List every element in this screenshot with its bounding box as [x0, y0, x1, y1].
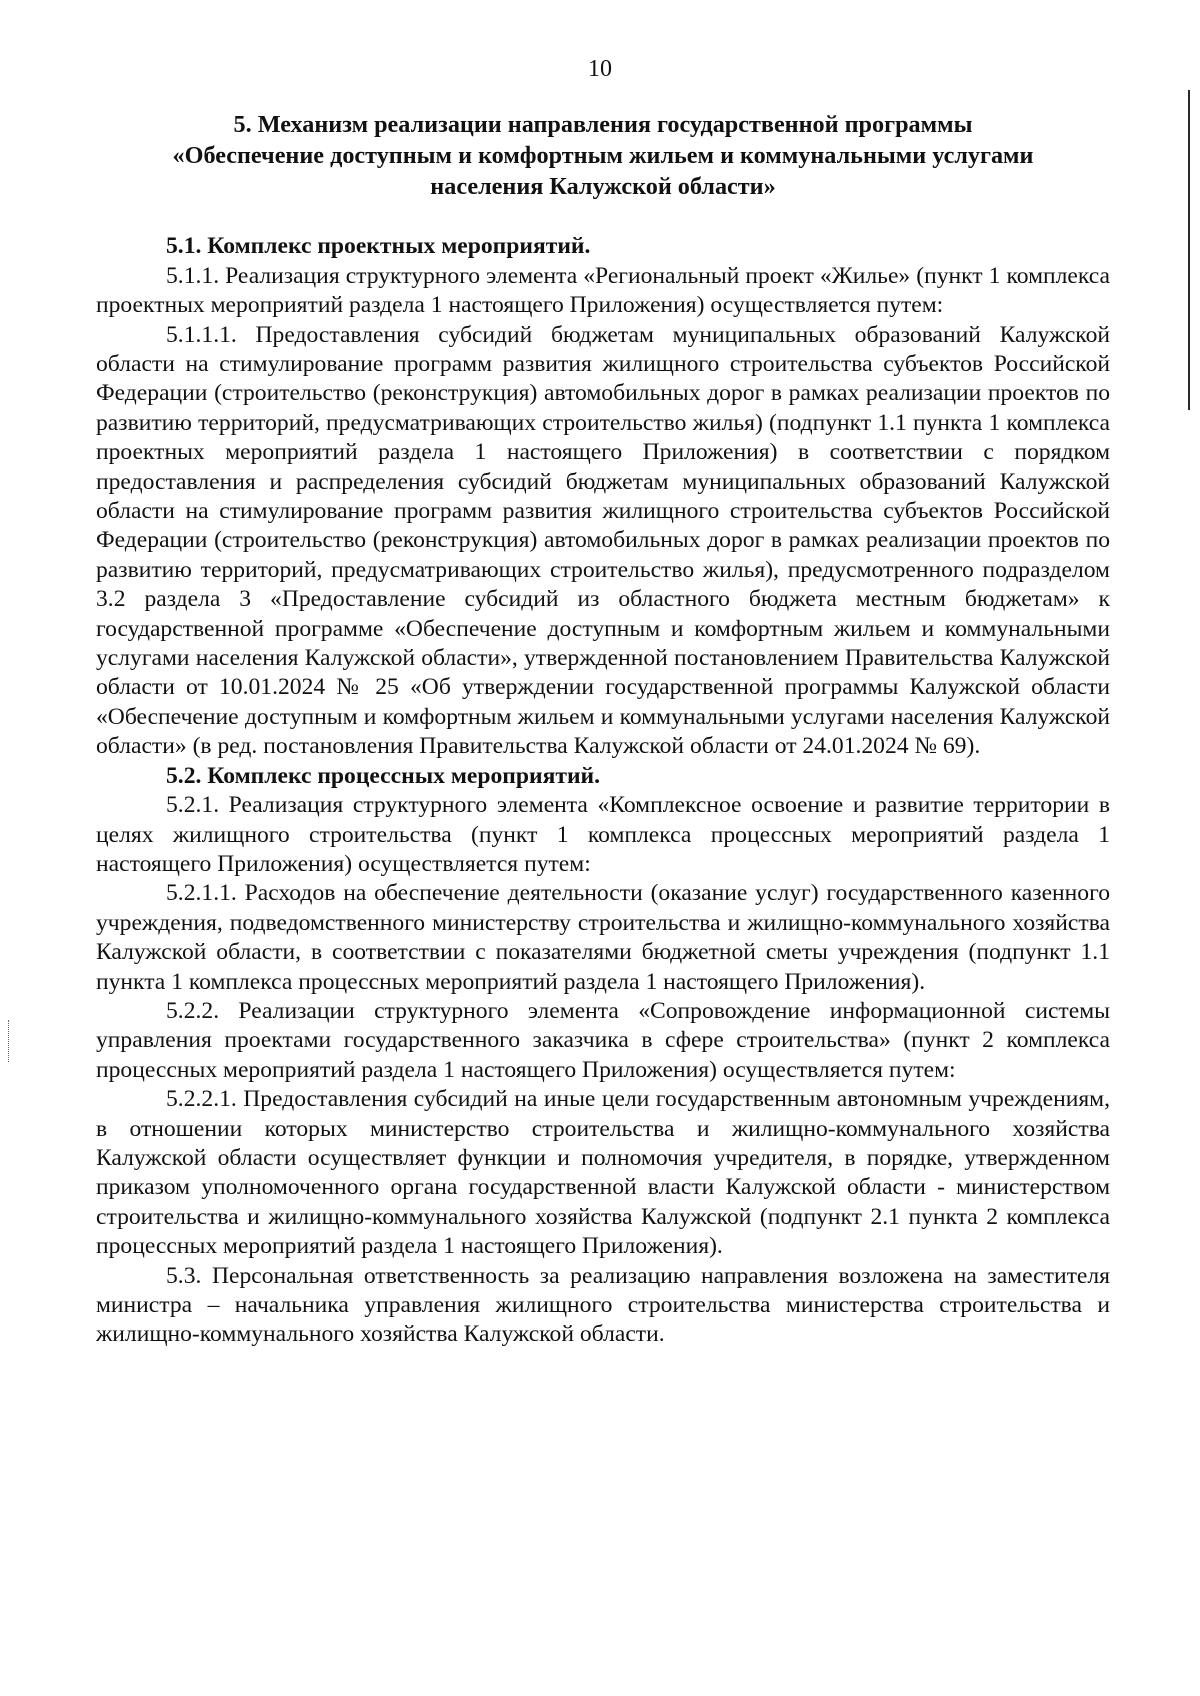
- scan-margin-dots: [8, 1020, 10, 1062]
- subsection-heading-5-2: 5.2. Комплекс процессных мероприятий.: [166, 762, 601, 789]
- section-title-line: населения Калужской области»: [430, 172, 776, 200]
- scan-margin-line: [1188, 90, 1190, 410]
- paragraph-5-1-1: 5.1.1. Реализация структурного элемента «Региональный проект «Жилье» (пункт 1 комплекса проектных мероприятий раздела 1 настоящего Приложения) осуществляется путем:: [96, 262, 1110, 319]
- paragraph-5-2-1: 5.2.1. Реализация структурного элемента «Комплексное освоение и развитие территории в целях жилищного строительства (пункт 1 комплекса процессных мероприятий раздела 1 настоящего Приложения) осуществляется путем:: [96, 792, 1110, 877]
- document-content: [96, 110, 1110, 1350]
- section-title-line: «Обеспечение доступным и комфортным жильем и коммунальными услугами: [172, 141, 1034, 169]
- paragraph-5-2-2: 5.2.2. Реализации структурного элемента «Сопровождение информационной системы управления проектами государственного заказчика в сфере строительства» (пункт 2 комплекса процессных мероприятий раздела 1 настоящего Приложения) осуществляется путем:: [96, 997, 1110, 1083]
- paragraph-5-1-1-1: 5.1.1.1. Предоставления субсидий бюджетам муниципальных образований Калужской области на стимулирование программ развития жилищного строительства субъектов Российской Федерации (строительство (реконструкция) автомобильных дорог в рамках реализации проектов по развитию территорий, предусматривающих строительство жилья) (подпункт 1.1 пункта 1 комплекса проектных мероприятий раздела 1 настоящего Приложения) в соответствии с порядком предоставления и распределения субсидий бюджетам муниципальных образований Калужской области на стимулирование программ развития жилищного строительства субъектов Российской Федерации (строительство (реконструкция) автомобильных дорог в рамках реализации проектов по развитию территорий, предусматривающих строительство жилья), предусмотренного подразделом 3.2 раздела 3 «Предоставление субсидий из областного бюджета местным бюджетам» к государственной программе «Обеспечение доступным и комфортным жильем и коммунальными услугами населения Калужской области», утвержденной постановлением Правительства Калужской области от 10.01.2024 № 25 «Об утверждении государственной программы Калужской области «Обеспечение доступным и комфортным жильем и коммунальными услугами населения Калужской области» (в ред. постановления Правительства Калужской области от 24.01.2024 № 69).: [96, 321, 1110, 760]
- section-title: [96, 110, 1110, 202]
- page-number: 10: [588, 56, 612, 82]
- paragraph-5-2-2-1: 5.2.2.1. Предоставления субсидий на иные цели государственным автономным учреждениям, в отношении которых министерство строительства и жилищно-коммунального хозяйства Калужской области осуществляет функции и полномочия учредителя, в порядке, утвержденном приказом уполномоченного органа государственной власти Калужской области - министерством строительства и жилищно-коммунального хозяйства Калужской (подпункт 2.1 пункта 2 комплекса процессных мероприятий раздела 1 настоящего Приложения).: [96, 1086, 1110, 1260]
- subsection-heading-5-1: 5.1. Комплекс проектных мероприятий.: [166, 233, 591, 260]
- paragraph-5-2-1-1: 5.2.1.1. Расходов на обеспечение деятельности (оказание услуг) государственного казенного учреждения, подведомственного министерству строительства и жилищно-коммунального хозяйства Калужской области, в соответствии с показателями бюджетной сметы учреждения (подпункт 1.1 пункта 1 комплекса процессных мероприятий раздела 1 настоящего Приложения).: [96, 880, 1110, 995]
- paragraph-5-3: 5.3. Персональная ответственность за реализацию направления возложена на заместителя министра – начальника управления жилищного строительства министерства строительства и жилищно-коммунального хозяйства Калужской области.: [96, 1262, 1110, 1348]
- section-title-line: 5. Механизм реализации направления государственной программы: [233, 111, 973, 138]
